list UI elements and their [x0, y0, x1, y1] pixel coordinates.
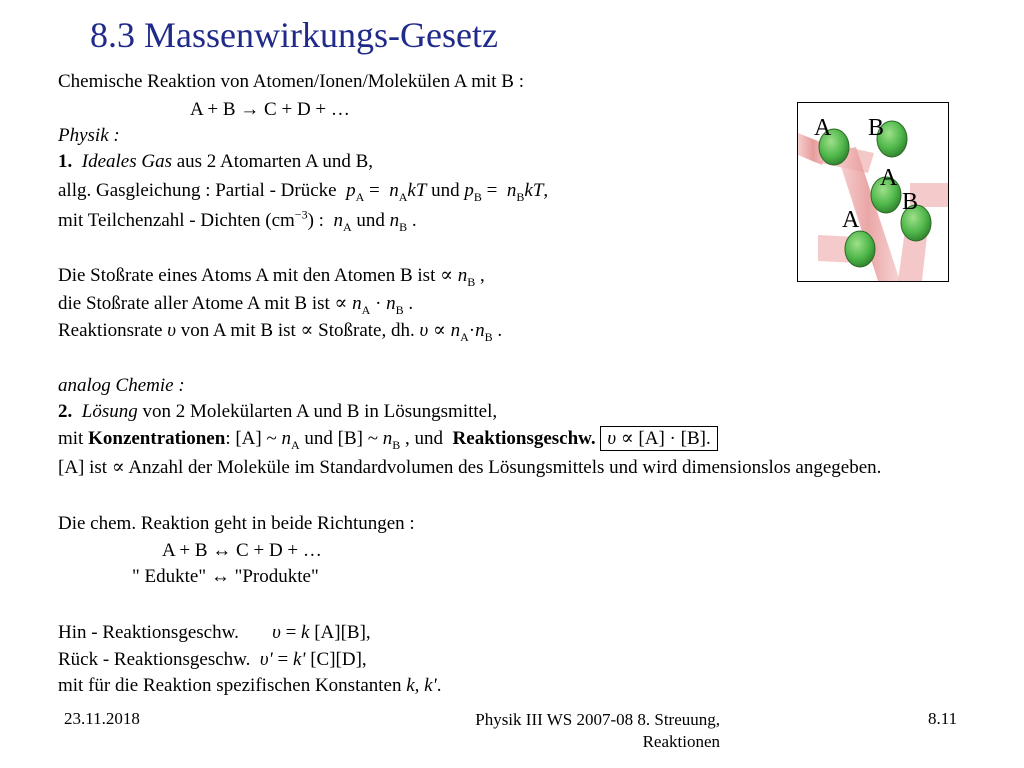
figure-label-4: B	[902, 189, 919, 215]
collision-figure	[797, 102, 949, 282]
rate-law-box: υ ∝ [A] · [B].	[600, 426, 717, 451]
figure-label-3: A	[880, 165, 898, 191]
partial-pressure-line: allg. Gasgleichung : Partial - Drücke $p_A = n_AkT$ und $p_B = n_BkT$,	[58, 180, 549, 204]
footer-course-line-1: Physik III WS 2007-08 8. Streuung,	[475, 710, 720, 729]
footer-date: 23.11.2018	[64, 709, 140, 728]
density-line: mit Teilchenzahl - Dichten $(cm^{-3})$ : $n_A$ und $n_B$ .	[58, 207, 417, 234]
chemistry-heading: analog Chemie :	[58, 375, 185, 396]
reaction-rate-line: Reaktionsrate υ von A mit B ist ∝ Stoßrate, dh. $\upsilon \propto n_A\cdot n_B$ .	[58, 320, 503, 344]
ideal-gas-line: 1. Ideales Gas aus 2 Atomarten A und B,	[58, 151, 374, 172]
solution-line: 2. Lösung von 2 Molekülarten A und B in Lösungsmittel,	[58, 401, 498, 422]
reaction-equation: A + B → C + D + …	[190, 99, 350, 120]
footer-course-line-2: Reaktionen	[642, 732, 720, 751]
collision-rate-line-2: die Stoßrate aller Atome A mit B ist ∝ $n_A \cdot n_B$ .	[58, 293, 414, 317]
figure-label-2: B	[868, 115, 885, 141]
educts-products-line: " Edukte" ↔ "Produkte"	[132, 566, 319, 587]
forward-rate-line: Hin - Reaktionsgeschw. υ = k [A][B],	[58, 622, 371, 643]
both-directions-line: Die chem. Reaktion geht in beide Richtungen :	[58, 513, 415, 534]
collision-rate-line-1: Die Stoßrate eines Atoms A mit den Atomen B ist ∝ $n_B$ ,	[58, 265, 485, 289]
footer-page-number: 8.11	[928, 709, 958, 728]
concentration-line: mit Konzentrationen: [A] ~ $n_A$ und [B] ~ $n_B$ , und Reaktionsgeschw. υ ∝ [A] · [B].	[58, 428, 718, 450]
backward-rate-line: Rück - Reaktionsgeschw. υ' = k' [C][D],	[58, 649, 367, 670]
physics-heading: Physik :	[58, 125, 120, 146]
figure-label-5: A	[842, 207, 860, 233]
collision-figure-svg	[798, 103, 948, 281]
dimensionless-line: [A] ist ∝ Anzahl der Moleküle im Standardvolumen des Lösungsmittels und wird dimensionslos angegeben.	[58, 457, 882, 478]
intro-line: Chemische Reaktion von Atomen/Ionen/Molekülen A mit B :	[58, 71, 524, 92]
equilibrium-equation: A + B ↔ C + D + …	[162, 540, 322, 561]
constants-line: mit für die Reaktion spezifischen Konstanten k, k'.	[58, 675, 442, 696]
figure-label-1: A	[814, 115, 832, 141]
footer-course	[380, 709, 720, 753]
page-title: 8.3 Massenwirkungs-Gesetz	[90, 15, 498, 55]
particle-5	[845, 231, 875, 267]
